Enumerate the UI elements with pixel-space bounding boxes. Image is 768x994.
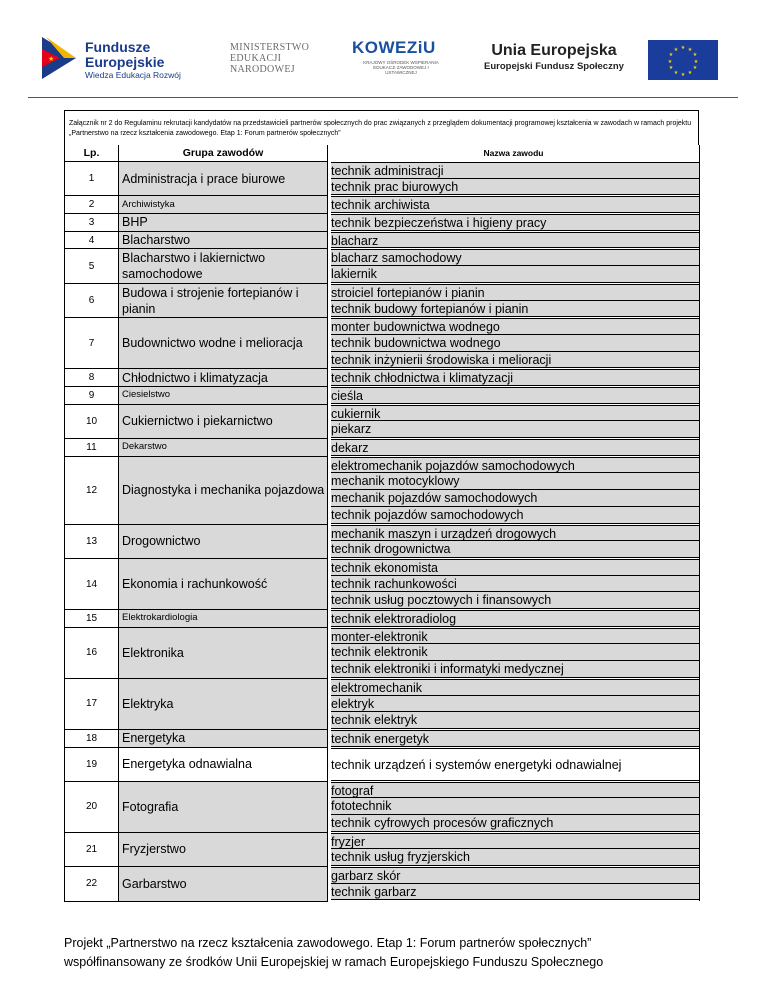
row-number: 14 <box>65 558 119 609</box>
row-number: 3 <box>65 214 119 232</box>
table-row <box>65 627 700 678</box>
row-number: 11 <box>65 439 119 457</box>
occupation-name: mechanik pojazdów samochodowych <box>331 490 699 507</box>
occupations-table-block <box>64 110 699 902</box>
table-row <box>65 196 700 214</box>
occupation-list <box>328 404 700 438</box>
table-row <box>65 404 700 438</box>
table-row <box>65 747 700 781</box>
svg-text:★: ★ <box>693 59 699 65</box>
row-number: 19 <box>65 747 119 781</box>
occupation-name: mechanik motocyklowy <box>331 473 699 490</box>
row-number: 4 <box>65 231 119 249</box>
header-occupation: Nazwa zawodu <box>328 145 700 162</box>
footer-line-1: Projekt „Partnerstwo na rzecz kształcenia zawodowego. Etap 1: Forum partnerów społecznych” <box>64 936 592 950</box>
table-row <box>65 729 700 747</box>
row-number: 17 <box>65 678 119 729</box>
table-body <box>65 162 700 902</box>
occupation-name: elektryk <box>331 696 699 713</box>
occupation-list <box>328 283 700 317</box>
ministry-logo <box>230 42 322 75</box>
occupation-group: Blacharstwo i lakiernictwo samochodowe <box>119 249 328 283</box>
occupation-list <box>328 524 700 558</box>
occupation-group: Diagnostyka i mechanika pojazdowa <box>119 456 328 524</box>
svg-text:★: ★ <box>668 52 674 58</box>
occupation-list <box>328 832 700 866</box>
svg-text:★: ★ <box>692 65 698 71</box>
occupation-list <box>328 214 700 232</box>
occupation-list <box>328 456 700 524</box>
row-number: 13 <box>65 524 119 558</box>
occupation-name: technik garbarz <box>331 884 699 901</box>
table-row <box>65 231 700 249</box>
occupation-name: technik budowy fortepianów i pianin <box>331 301 699 318</box>
table-row <box>65 524 700 558</box>
table-row <box>65 214 700 232</box>
row-number: 1 <box>65 162 119 196</box>
occupation-name: technik energetyk <box>331 730 699 747</box>
occupation-name: mechanik maszyn i urządzeń drogowych <box>331 525 699 542</box>
occupation-name: technik bezpieczeństwa i higieny pracy <box>331 214 699 231</box>
svg-text:★: ★ <box>680 72 686 78</box>
occupation-list <box>328 747 700 781</box>
svg-text:★: ★ <box>667 59 673 65</box>
occupation-group: Elektronika <box>119 627 328 678</box>
ministry-name: MINISTERSTWO EDUKACJI NARODOWEJ <box>230 42 310 75</box>
occupation-name: elektromechanik pojazdów samochodowych <box>331 457 699 474</box>
row-number: 10 <box>65 404 119 438</box>
occupation-group: Dekarstwo <box>119 439 328 457</box>
occupation-list <box>328 196 700 214</box>
row-number: 21 <box>65 832 119 866</box>
svg-text:★: ★ <box>687 70 693 76</box>
occupation-name: blacharz <box>331 232 699 249</box>
row-number: 2 <box>65 196 119 214</box>
occupation-group: Elektrokardiologia <box>119 610 328 628</box>
occupation-name: technik usług fryzjerskich <box>331 849 699 866</box>
row-number: 12 <box>65 456 119 524</box>
occupation-name: technik drogownictwa <box>331 541 699 558</box>
header-group: Grupa zawodów <box>119 145 328 162</box>
svg-text:★: ★ <box>687 47 693 53</box>
occupation-name: elektromechanik <box>331 679 699 696</box>
svg-text:★: ★ <box>668 65 674 71</box>
fundusze-europejskie-logo-icon <box>42 37 76 79</box>
occupation-group: BHP <box>119 214 328 232</box>
table-row <box>65 387 700 405</box>
occupation-name: technik elektryk <box>331 712 699 729</box>
occupation-list <box>328 439 700 457</box>
header-divider <box>28 97 738 98</box>
row-number: 6 <box>65 283 119 317</box>
occupation-list <box>328 610 700 628</box>
eu-flag-icon <box>648 40 718 80</box>
occupation-name: monter-elektronik <box>331 628 699 645</box>
svg-text:★: ★ <box>48 56 55 63</box>
occupation-group: Garbarstwo <box>119 867 328 901</box>
occupation-name: piekarz <box>331 421 699 438</box>
footer-line-2: współfinansowany ze środków Unii Europejskiej w ramach Europejskiego Funduszu Społecznego <box>64 955 604 969</box>
table-row <box>65 867 700 901</box>
occupation-list <box>328 867 700 901</box>
fe-title: Fundusze Europejskie <box>85 39 165 70</box>
occupation-group: Cukiernictwo i piekarnictwo <box>119 404 328 438</box>
occupation-group: Budowa i strojenie fortepianów i pianin <box>119 283 328 317</box>
occupation-name: technik budownictwa wodnego <box>331 335 699 352</box>
table-row <box>65 456 700 524</box>
occupation-name: technik elektroradiolog <box>331 610 699 627</box>
kowezu-name: KOWEZiU <box>352 38 436 57</box>
occupation-list <box>328 678 700 729</box>
table-row <box>65 283 700 317</box>
svg-text:★: ★ <box>680 45 686 51</box>
row-number: 7 <box>65 318 119 369</box>
occupation-list <box>328 369 700 387</box>
occupation-name: technik cyfrowych procesów graficznych <box>331 815 699 832</box>
occupation-name: cukiernik <box>331 405 699 422</box>
table-caption: Załącznik nr 2 do Regulaminu rekrutacji kandydatów na przedstawicieli partnerów społecznych do prac związanych z przeglądem dokumentacji programowej kształcenia w zawodach w ramach projektu „Partnerstwo na rzecz kształcenia zawodowego. Etap 1: Forum partnerów społecznych” <box>64 110 699 145</box>
occupation-name: technik ekonomista <box>331 559 699 576</box>
table-header-row <box>65 145 700 162</box>
table-row <box>65 318 700 369</box>
occupation-group: Chłodnictwo i klimatyzacja <box>119 369 328 387</box>
eu-title: Unia Europejska <box>491 42 617 59</box>
table-row <box>65 678 700 729</box>
logo-bar <box>0 0 768 96</box>
occupation-group: Fotografia <box>119 781 328 832</box>
occupation-name: garbarz skór <box>331 867 699 884</box>
occupation-group: Budownictwo wodne i melioracja <box>119 318 328 369</box>
occupation-list <box>328 318 700 369</box>
occupation-list <box>328 249 700 283</box>
occupation-name: blacharz samochodowy <box>331 249 699 266</box>
fundusze-europejskie-text <box>85 40 181 81</box>
occupation-name: monter budownictwa wodnego <box>331 318 699 335</box>
occupation-name: technik pojazdów samochodowych <box>331 507 699 524</box>
occupation-group: Elektryka <box>119 678 328 729</box>
row-number: 9 <box>65 387 119 405</box>
occupation-name: lakiernik <box>331 266 699 283</box>
occupation-name: cieśla <box>331 387 699 404</box>
occupation-list <box>328 387 700 405</box>
occupation-name: technik prac biurowych <box>331 179 699 196</box>
occupation-list <box>328 231 700 249</box>
occupation-group: Fryzjerstwo <box>119 832 328 866</box>
occupation-group: Blacharstwo <box>119 231 328 249</box>
table-row <box>65 558 700 609</box>
occupation-name: technik archiwista <box>331 196 699 213</box>
occupation-list <box>328 729 700 747</box>
occupation-name: technik chłodnictwa i klimatyzacji <box>331 369 699 386</box>
kowezu-logo <box>350 38 448 82</box>
table-row <box>65 369 700 387</box>
page-footer <box>64 934 603 972</box>
occupation-name: technik usług pocztowych i finansowych <box>331 592 699 609</box>
row-number: 15 <box>65 610 119 628</box>
occupation-list <box>328 162 700 196</box>
fe-subtitle: Wiedza Edukacja Rozwój <box>85 70 181 80</box>
occupation-group: Drogownictwo <box>119 524 328 558</box>
occupation-name: technik administracji <box>331 162 699 179</box>
occupation-group: Energetyka odnawialna <box>119 747 328 781</box>
row-number: 20 <box>65 781 119 832</box>
occupation-list <box>328 781 700 832</box>
occupation-name: technik inżynierii środowiska i melioracji <box>331 352 699 369</box>
table-row <box>65 439 700 457</box>
row-number: 5 <box>65 249 119 283</box>
row-number: 16 <box>65 627 119 678</box>
occupation-name: fryzjer <box>331 833 699 850</box>
table-row <box>65 781 700 832</box>
occupation-list <box>328 558 700 609</box>
occupations-table <box>64 145 700 902</box>
occupation-name: fotograf <box>331 782 699 799</box>
row-number: 8 <box>65 369 119 387</box>
occupation-group: Ciesielstwo <box>119 387 328 405</box>
svg-text:★: ★ <box>673 70 679 76</box>
occupation-group: Ekonomia i rachunkowość <box>119 558 328 609</box>
svg-text:★: ★ <box>692 52 698 58</box>
table-row <box>65 832 700 866</box>
table-row <box>65 162 700 196</box>
occupation-list <box>328 627 700 678</box>
eu-text <box>470 42 638 73</box>
svg-text:★: ★ <box>673 47 679 53</box>
occupation-name: technik rachunkowości <box>331 576 699 593</box>
row-number: 22 <box>65 867 119 901</box>
occupation-name: stroiciel fortepianów i pianin <box>331 284 699 301</box>
occupation-group: Administracja i prace biurowe <box>119 162 328 196</box>
header-lp: Lp. <box>65 145 119 162</box>
row-number: 18 <box>65 729 119 747</box>
eu-subtitle: Europejski Fundusz Społeczny <box>484 61 624 72</box>
occupation-name: fototechnik <box>331 798 699 815</box>
occupation-name: dekarz <box>331 439 699 456</box>
kowezu-subtitle: KRAJOWY OŚRODEK WSPIERANIA EDUKACJI ZAWODOWEJ I USTAWICZNEJ <box>363 60 439 75</box>
occupation-group: Archiwistyka <box>119 196 328 214</box>
table-row <box>65 249 700 283</box>
occupation-name: technik urządzeń i systemów energetyki odnawialnej <box>331 748 699 781</box>
occupation-name: technik elektroniki i informatyki medycznej <box>331 661 699 678</box>
table-row <box>65 610 700 628</box>
occupation-group: Energetyka <box>119 729 328 747</box>
occupation-name: technik elektronik <box>331 644 699 661</box>
